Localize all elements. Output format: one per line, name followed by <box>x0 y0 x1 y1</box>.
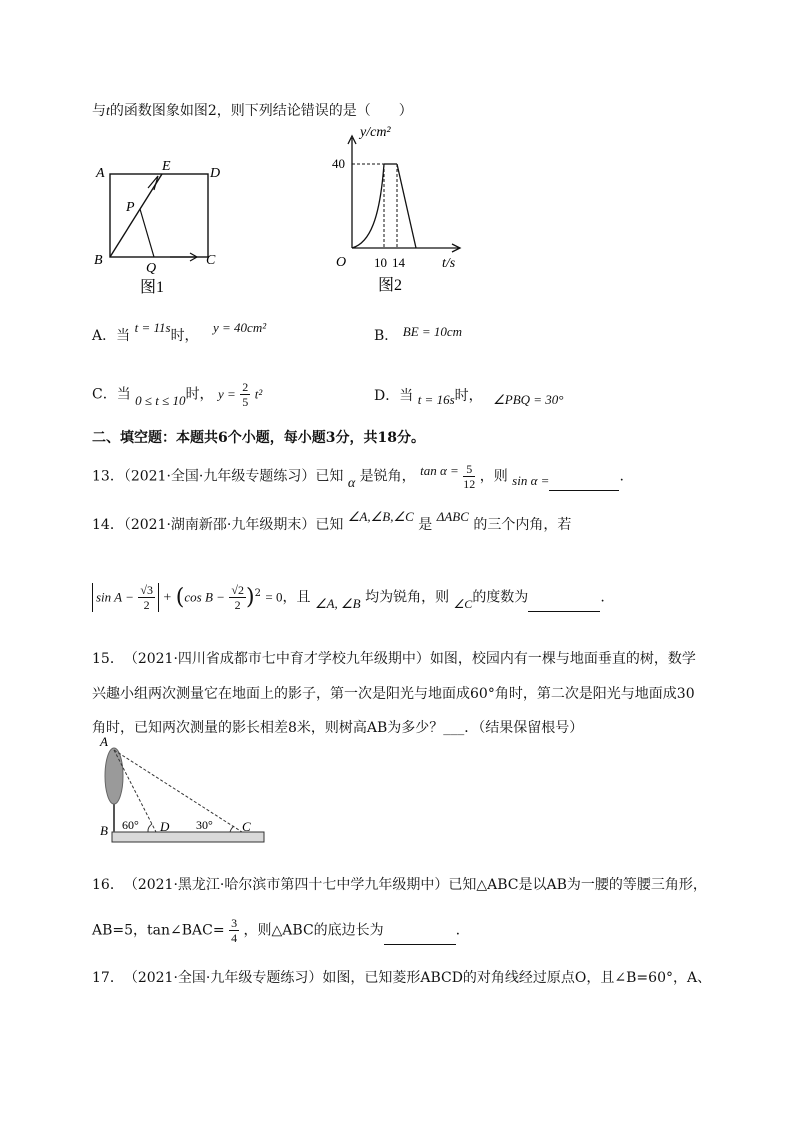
segment-be <box>110 174 162 257</box>
label-b: B <box>100 823 108 838</box>
curve-rise <box>352 164 384 248</box>
segment-pq <box>140 209 154 257</box>
figure-1 <box>88 150 238 300</box>
question-16-line2: AB=5，tan∠BAC= $\frac{3}{4}$ ，则△ABC的底边长为 . <box>92 916 461 945</box>
question-13: 13．（2021·全国·九年级专题练习）已知 α 是锐角， tan α = $\frac{5}{12}$ ，则 sin α = . <box>92 462 624 491</box>
label-q: Q <box>146 261 157 276</box>
intro-line: 与t的函数图象如图2，则下列结论错误的是（ ） <box>92 103 413 119</box>
option-c: C．当 0 ≤ t ≤ 10时， y = $\frac{2}{5}$ t² <box>92 380 263 409</box>
tree-figure <box>96 736 296 848</box>
option-a: A．当 t = 11s时， y = 40cm² <box>92 320 267 344</box>
figure-2 <box>330 118 470 298</box>
x-label: t/s <box>442 256 456 271</box>
x-tick-14: 14 <box>392 255 405 270</box>
fig1-caption: 图1 <box>140 279 165 296</box>
label-d: D <box>160 819 170 834</box>
abs-term: sin A − $\frac{√3}{2}$ <box>92 583 159 612</box>
segment-fall <box>397 164 416 248</box>
label-e: E <box>162 159 171 174</box>
arc-30 <box>230 826 234 832</box>
label-p: P <box>126 200 135 215</box>
question-16-line1: 16． （2021·黑龙江·哈尔滨市第四十七中学九年级期中）已知△ABC是以AB为一腰的等腰三角形， <box>92 877 707 893</box>
question-15-line1: 15． （2021·四川省成都市七中育才学校九年级期中）如图，校园内有一棵与地面垂直的树，数学 <box>92 651 696 667</box>
angle-30-label: 30° <box>196 818 213 832</box>
arc-60 <box>148 824 152 832</box>
y-label: y/cm² <box>360 125 391 140</box>
label-a: A <box>100 736 108 749</box>
tree-foliage <box>105 748 123 804</box>
origin-label: O <box>336 255 347 270</box>
question-15-line2: 兴趣小组两次测量它在地面上的影子，第一次是阳光与地面成60°角时，第二次是阳光与地面成30 <box>92 686 695 702</box>
question-14-line1: 14．（2021·湖南新邵·九年级期末）已知 ∠A,∠B,∠C 是 ΔABC 的三个内角，若 <box>92 509 572 533</box>
option-b: B． BE = 10cm <box>374 324 463 344</box>
y-tick-40: 40 <box>332 156 345 171</box>
fig2-caption: 图2 <box>378 277 403 294</box>
label-c: C <box>206 253 216 268</box>
label-b: B <box>94 253 103 268</box>
label-a: A <box>96 166 105 181</box>
label-d: D <box>210 166 221 181</box>
section-heading: 二、填空题：本题共6个小题，每小题3分，共18分。 <box>92 430 425 446</box>
question-15-line3: 角时，已知两次测量的影长相差8米，则树高AB为多少？___．（结果保留根号） <box>92 720 584 736</box>
x-tick-10: 10 <box>374 255 387 270</box>
question-14-line2: sin A − $\frac{√3}{2}$ + (cos B − $\frac{√2}{2}$ )$^2$ = 0，且 ∠A, ∠B 均为锐角，则 ∠C的度数为 . <box>92 583 605 612</box>
label-c: C <box>242 819 251 834</box>
rectangle-abcd <box>110 174 208 257</box>
angle-60-label: 60° <box>122 818 139 832</box>
question-17-line1: 17． （2021·全国·九年级专题练习）如图，已知菱形ABCD的对角线经过原点O，且∠B=60°，A、 <box>92 970 712 986</box>
option-d: D．当 t = 16s时， ∠PBQ = 30° <box>374 388 564 407</box>
